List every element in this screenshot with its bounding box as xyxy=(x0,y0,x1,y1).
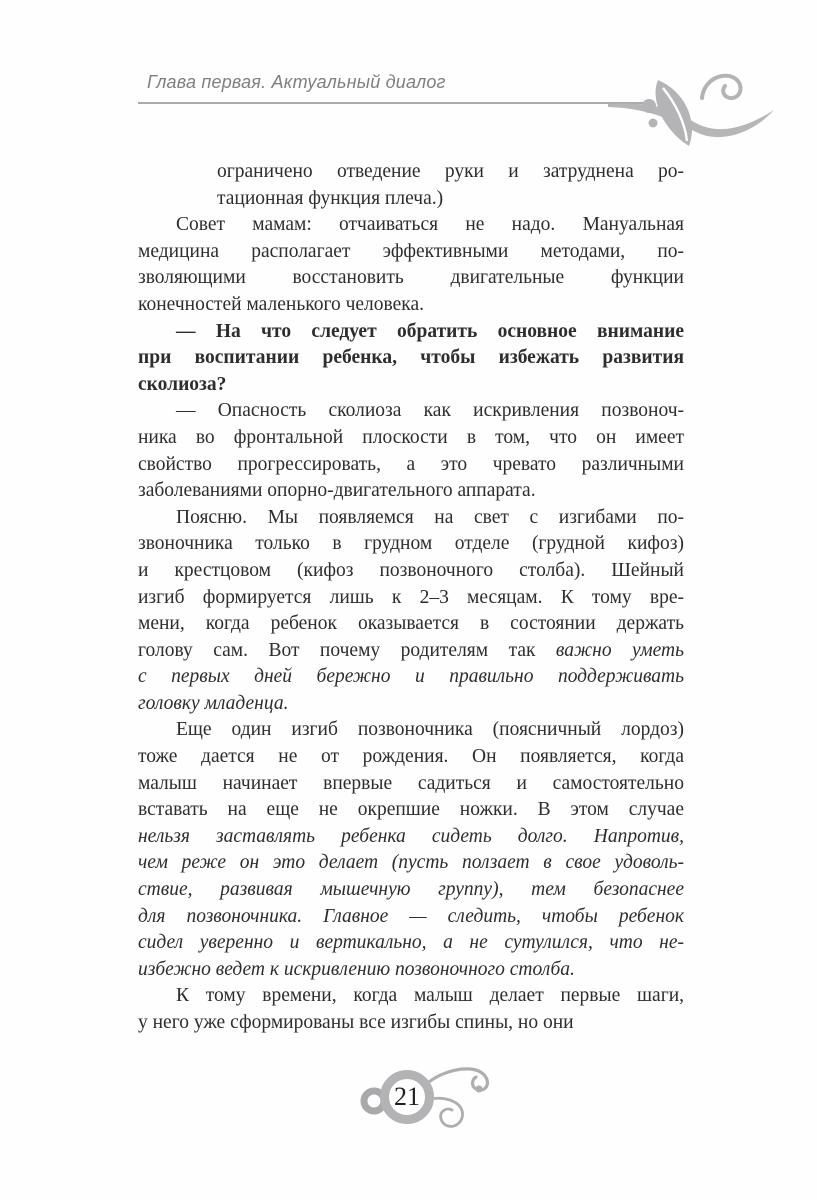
text-line: сколиоза? xyxy=(138,373,227,395)
chapter-header-title: Глава первая. Актуальный диалог xyxy=(147,72,446,92)
text-line: для позвоночника. Главное — следить, чтобы ребенок xyxy=(138,905,684,927)
paragraph xyxy=(217,159,684,212)
text-line: чем реже он это делает (пусть ползает в свое удоволь- xyxy=(138,852,684,874)
header-rule xyxy=(138,102,643,104)
text-line: Совет мамам: отчаиваться не надо. Мануальная xyxy=(176,214,684,236)
text-line: свойство прогрессировать, а это чревато различными xyxy=(138,453,684,475)
leaf-swirl-ornament-icon xyxy=(606,66,778,154)
text-line: заболеваниями опорно-двигательного аппарата. xyxy=(138,480,536,502)
text-line: малыш начинает впервые садиться и самостоятельно xyxy=(138,772,684,794)
paragraph xyxy=(138,983,684,1036)
text-line: нельзя заставлять ребенка сидеть долго. Напротив, xyxy=(138,825,684,847)
text-block xyxy=(138,159,684,1037)
text-line: сидел уверенно и вертикально, а не сутулился, что не- xyxy=(138,932,684,954)
text-line: вставать на еще не окрепшие ножки. В этом случае xyxy=(138,799,684,821)
text-line: избежно ведет к искривлению позвоночного столба. xyxy=(138,958,575,980)
text-line: Еще один изгиб позвоночника (поясничный лордоз) xyxy=(176,719,684,741)
text-line: ствие, развивая мышечную группу), тем безопаснее xyxy=(138,879,684,901)
text-line: звоночника только в грудном отделе (грудной кифоз) xyxy=(138,533,684,555)
paragraph xyxy=(138,717,684,983)
page-number: 21 xyxy=(394,1082,420,1111)
text-line: тоже дается не от рождения. Он появляется, когда xyxy=(138,746,684,768)
text-line: тационная функция плеча.) xyxy=(217,187,444,209)
text-line: мени, когда ребенок оказывается в состоянии держать xyxy=(138,613,684,635)
text-line: зволяющими восстановить двигательные функции xyxy=(138,267,684,289)
text-line: ограничено отведение руки и затруднена ро- xyxy=(217,161,684,182)
text-line: ника во фронтальной плоскости в том, что он имеет xyxy=(138,426,684,448)
paragraph xyxy=(138,212,684,318)
text-line: К тому времени, когда малыш делает первые шаги, xyxy=(176,985,684,1007)
paragraph xyxy=(138,398,684,504)
paragraph xyxy=(138,505,684,718)
paragraph xyxy=(138,319,684,399)
text-line: конечностей маленького человека. xyxy=(138,293,424,315)
text-line: медицина располагает эффективными методами, по- xyxy=(138,240,684,262)
text-line: — На что следует обратить основное внимание xyxy=(176,320,684,342)
text-line: и крестцовом (кифоз позвоночного столба). Шейный xyxy=(138,559,684,581)
text-line: у него уже сформированы все изгибы спины, но они xyxy=(138,1012,574,1033)
text-line: при воспитании ребенка, чтобы избежать развития xyxy=(138,347,684,369)
text-line: головку младенца. xyxy=(138,692,289,714)
text-line: голову сам. Вот почему родителям так важно уметь xyxy=(138,639,684,661)
text-line: изгиб формируется лишь к 2–3 месяцам. К тому вре- xyxy=(138,586,684,608)
text-line: Поясню. Мы появляемся на свет с изгибами по- xyxy=(176,506,684,528)
text-line: — Опасность сколиоза как искривления позвоноч- xyxy=(176,400,684,422)
text-line: с первых дней бережно и правильно поддерживать xyxy=(138,666,684,688)
